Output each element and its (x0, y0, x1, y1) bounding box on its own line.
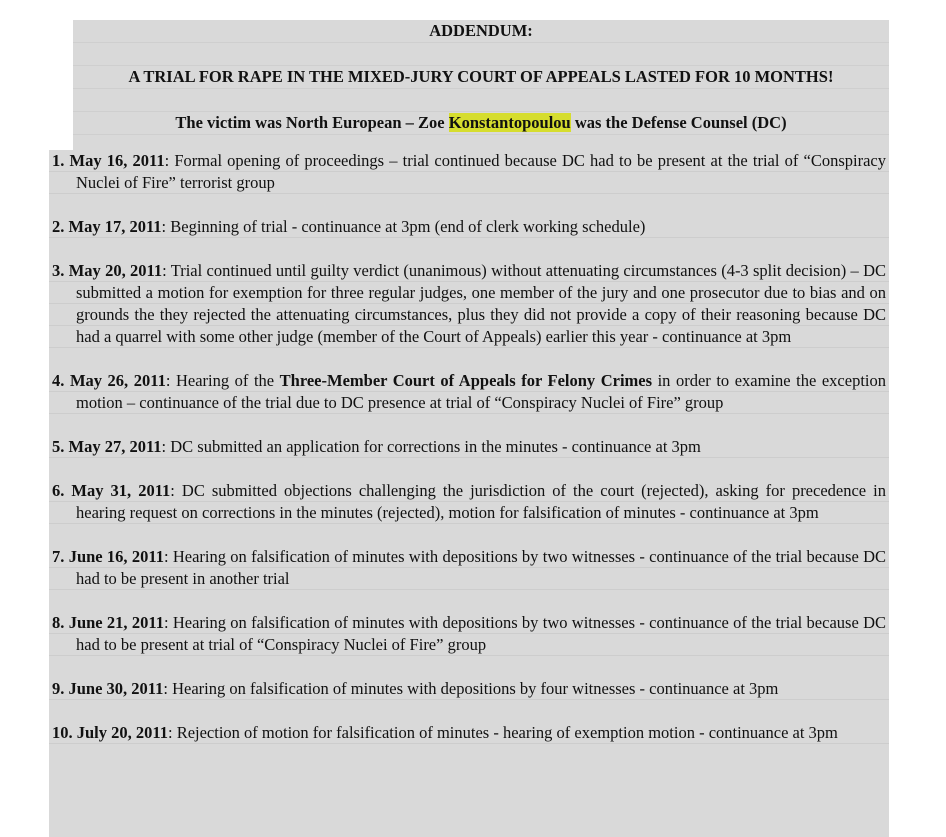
entry-number: 9. (52, 679, 65, 698)
entry-number: 2. (52, 217, 65, 236)
entry-number: 1. (52, 151, 65, 170)
hearing-list (49, 150, 889, 837)
entry-date: June 21, 2011 (68, 613, 164, 632)
list-item (49, 546, 889, 590)
entry-number: 5. (52, 437, 65, 456)
entry-text: : Hearing on falsification of minutes with depositions by two witnesses - continuance of the trial because DC had to be present at trial of “Conspiracy Nuclei of Fire” group (76, 613, 886, 654)
entry-number: 7. (52, 547, 65, 566)
entry-date: May 17, 2011 (68, 217, 162, 236)
list-item (49, 678, 889, 700)
entry-text: : Trial continued until guilty verdict (unanimous) without attenuating circumstances (4-3 split decision) – DC submitted a motion for exemption for three regular judges, one member of the jury and one prosecutor due to bias and on grounds the they rejected the attenuating circumstances, plus they did not provide a copy of their reasoning because DC had a quarrel with some other judge (member of the Court of Appeals) earlier this year - continuance at 3pm (76, 261, 886, 346)
victim-text-after: was the Defense Counsel (DC) (570, 113, 787, 132)
spacer-line (73, 43, 889, 66)
list-item (49, 260, 889, 348)
entry-date: May 26, 2011 (69, 371, 166, 390)
entry-date: June 16, 2011 (68, 547, 164, 566)
victim-line (73, 112, 889, 135)
addendum-header (73, 20, 889, 158)
headline: A TRIAL FOR RAPE IN THE MIXED-JURY COURT OF APPEALS LASTED FOR 10 MONTHS! (73, 66, 889, 89)
victim-text-before: The victim was North European – Zoe (175, 113, 449, 132)
list-item (49, 722, 889, 744)
entry-text: : Beginning of trial - continuance at 3pm (end of clerk working schedule) (161, 217, 646, 236)
entry-text: : DC submitted objections challenging the jurisdiction of the court (rejected), asking for precedence in hearing request on corrections in the minutes (rejected), motion for falsification of minutes - continuance at 3pm (76, 481, 887, 522)
entry-text: : Rejection of motion for falsification of minutes - hearing of exemption motion - continuance at 3pm (167, 723, 838, 742)
entry-date: July 20, 2011 (76, 723, 168, 742)
addendum-title: ADDENDUM: (73, 20, 889, 43)
list-item (49, 436, 889, 458)
list-item (49, 480, 889, 524)
entry-text: : DC submitted an application for corrections in the minutes - continuance at 3pm (161, 437, 701, 456)
entry-date: May 16, 2011 (69, 151, 165, 170)
entry-number: 3. (52, 261, 65, 280)
entry-text-before: : Hearing of the (165, 371, 280, 390)
entry-number: 4. (52, 371, 65, 390)
list-item (49, 612, 889, 656)
entry-number: 8. (52, 613, 65, 632)
entry-text: : Hearing on falsification of minutes with depositions by four witnesses - continuance at 3pm (163, 679, 779, 698)
spacer-line (73, 89, 889, 112)
list-item (49, 370, 889, 414)
entry-date: May 20, 2011 (68, 261, 163, 280)
entry-number: 10. (52, 723, 73, 742)
highlighted-name: Konstantopoulou (448, 113, 571, 132)
entry-date: May 27, 2011 (68, 437, 162, 456)
entry-text: : Formal opening of proceedings – trial continued because DC had to be present at the trial of “Conspiracy Nuclei of Fire” terrorist group (76, 151, 886, 192)
entry-number: 6. (52, 481, 65, 500)
list-item (49, 150, 889, 194)
list-item (49, 216, 889, 238)
entry-text: : Hearing on falsification of minutes with depositions by two witnesses - continuance of the trial because DC had to be present in another trial (76, 547, 886, 588)
entry-text-after: in order to examine the exception motion – continuance of the trial due to DC presence at trial of “Conspiracy Nuclei of Fire” group (76, 371, 886, 412)
entry-date: June 30, 2011 (68, 679, 164, 698)
entry-date: May 31, 2011 (71, 481, 171, 500)
court-name: Three-Member Court of Appeals for Felony Crimes (279, 371, 653, 390)
